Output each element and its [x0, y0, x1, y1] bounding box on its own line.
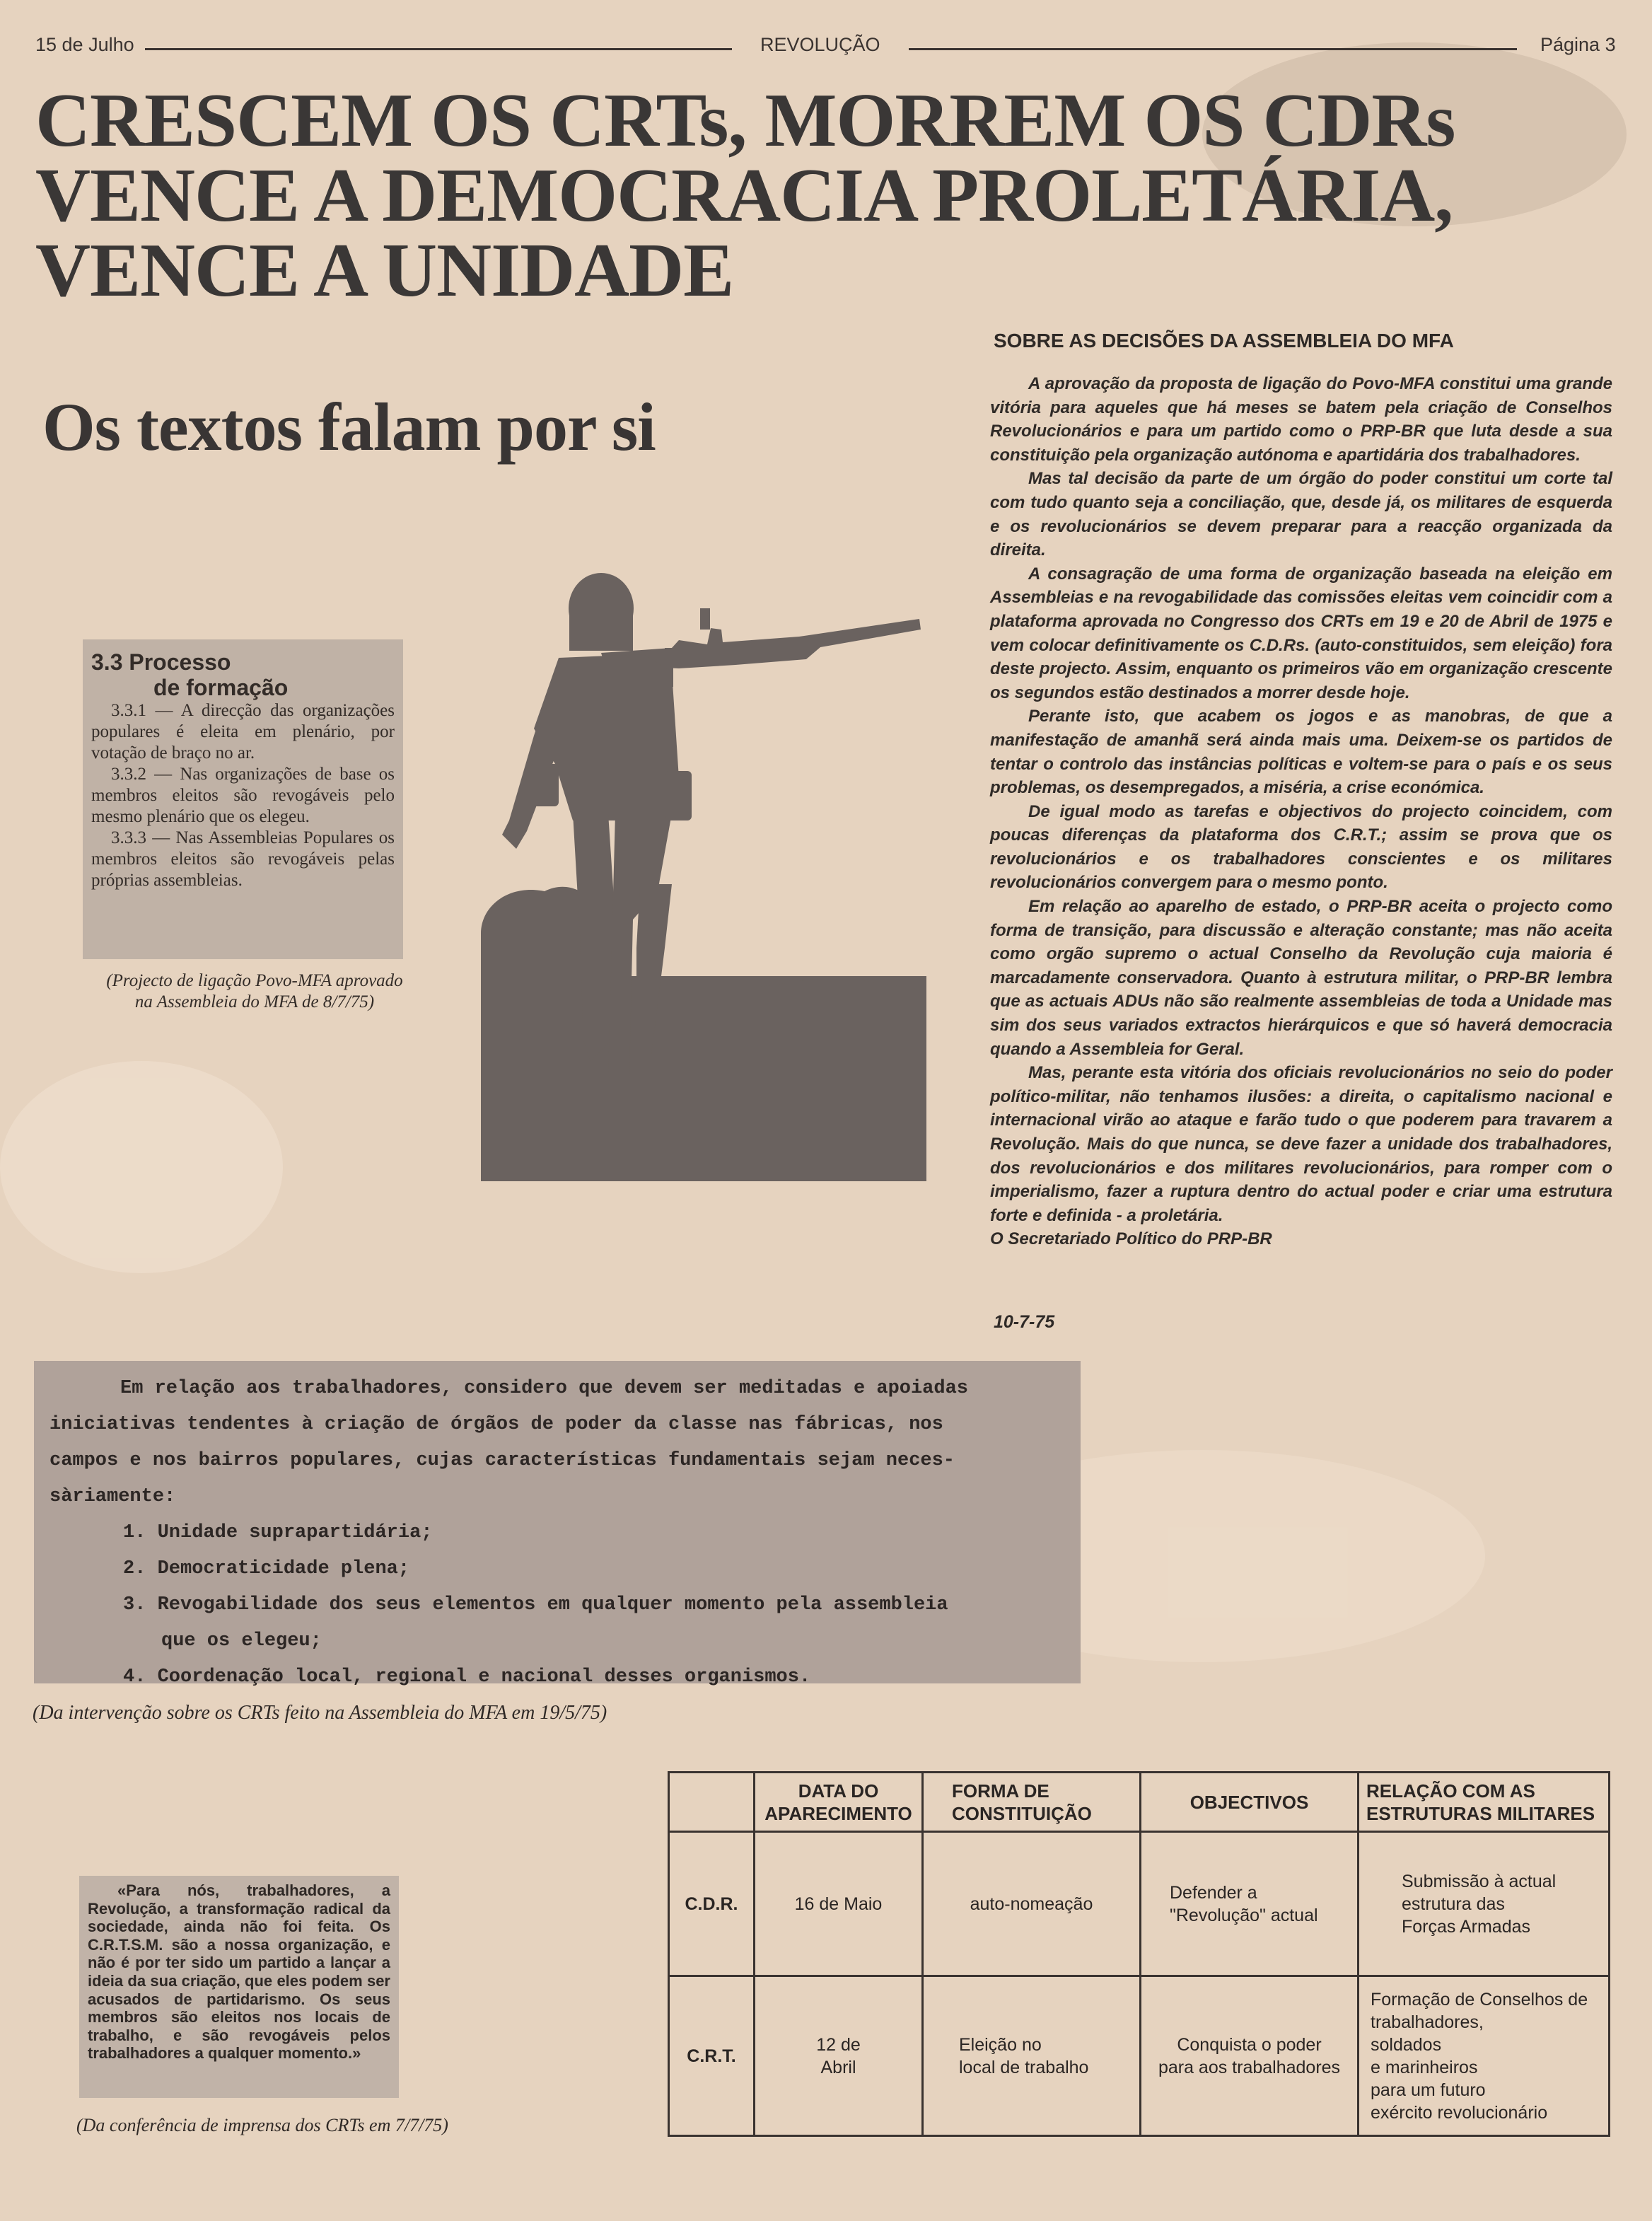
article-date: 10-7-75: [994, 1312, 1055, 1332]
crt-relation-line-6: exército revolucionário: [1371, 2102, 1548, 2123]
headline-line-3: VENCE A UNIDADE: [35, 228, 734, 313]
section-33-paragraph-1: 3.3.1 — A direcção das organizações populares é eleita em plenário, por votação de braço no ar.: [91, 701, 395, 762]
section-33-caption: [71, 970, 438, 1013]
article-title: SOBRE AS DECISÕES DA ASSEMBLEIA DO MFA: [994, 330, 1454, 352]
section-33-box: [83, 639, 403, 959]
crt-date-line-1: 12 de: [816, 2034, 861, 2055]
cdr-objectives: [1141, 1832, 1359, 1976]
cdr-relation-line-1: Submissão à actual: [1402, 1871, 1557, 1891]
cdr-date: 16 de Maio: [755, 1832, 923, 1976]
cdr-form: auto-nomeação: [923, 1832, 1141, 1976]
crt-quote-caption: (Da conferência de imprensa dos CRTs em 7/7/75): [76, 2115, 448, 2135]
crt-relation: [1359, 1976, 1610, 2136]
table-header-row: [669, 1773, 1610, 1832]
quote-line-1: Em relação aos trabalhadores, considero que devem ser meditadas e apoiadas: [120, 1378, 968, 1399]
section-33-title: 3.3 Processo: [91, 649, 231, 675]
table-header-empty: [669, 1773, 755, 1832]
quote-line-4: sàriamente:: [50, 1486, 176, 1507]
crt-objectives-line-2: para aos trabalhadores: [1158, 2057, 1341, 2077]
article-paragraph-1: A aprovação da proposta de ligação do Povo-MFA constitui uma grande vitória para aqueles que há meses se batem pela criação de Conselhos Revolucionários e para um partido como o PRP-BR que luta desde a sua constituição pela organização autónoma e apartidária dos trabalhadores.: [990, 374, 1612, 465]
section-33-caption-line-1: (Projecto de ligação Povo-MFA aprovado: [106, 971, 403, 990]
main-headline: [35, 79, 1520, 313]
comparison-table: [668, 1771, 1610, 2137]
soldier-photo: [467, 552, 933, 1181]
quote-line-3: campos e nos bairros populares, cujas características fundamentais sejam neces-: [50, 1450, 955, 1471]
cdr-relation: [1359, 1832, 1610, 1976]
table-row-cdr: [669, 1832, 1610, 1976]
article-paragraph-5: De igual modo as tarefas e objectivos do projecto coincidem, com poucas diferenças da plataforma dos C.R.T.; assim se prova que os revolucionários e os trabalhadores conscientes e os militares revolucionários convergem para o mesmo ponto.: [990, 801, 1612, 893]
section-33-subtitle: de formação: [153, 675, 289, 700]
cdr-objectives-line-2: "Revolução" actual: [1170, 1905, 1318, 1925]
header-relation-line-1: RELAÇÃO COM AS: [1366, 1780, 1535, 1802]
cdr-relation-line-3: Forças Armadas: [1402, 1916, 1531, 1937]
crt-relation-line-1: Formação de Conselhos de: [1371, 1989, 1588, 2010]
crt-label: C.R.T.: [669, 1976, 755, 2136]
header-relation-line-2: ESTRUTURAS MILITARES: [1366, 1802, 1595, 1824]
header-date: 15 de Julho: [35, 34, 134, 55]
crt-objectives-line-1: Conquista o poder: [1177, 2034, 1322, 2055]
soldier-silhouette: [481, 573, 926, 1181]
header-date-line-1: DATA DO: [798, 1780, 879, 1802]
quote-item-1: 1. Unidade suprapartidária;: [123, 1522, 433, 1543]
quote-item-3: 3. Revogabilidade dos seus elementos em qualquer momento pela assembleia: [123, 1594, 948, 1616]
quote-item-3-continuation: que os elegeu;: [161, 1630, 322, 1652]
cdr-label: C.D.R.: [669, 1832, 755, 1976]
article-paragraph-7: Mas, perante esta vitória dos oficiais revolucionários no seio do poder político-militar, não tenhamos ilusões: a direita, o capitalismo nacional e internacional virão ao ataque e farão tudo o que poderem para travarem a Revolução. Mais do que nunca, se deve fazer a unidade dos trabalhadores, dos revolucionários e dos militares revolucionários, para romper com o imperialismo, fazer a ruptura dentro do actual poder e criar uma estrutura forte e definida - a proletária.: [990, 1063, 1612, 1225]
section-33-caption-line-2: na Assembleia do MFA de 8/7/75): [134, 992, 375, 1011]
table-header-objectives: OBJECTIVOS: [1141, 1773, 1359, 1832]
quote-item-4: 4. Coordenação local, regional e nacional desses organismos.: [123, 1666, 811, 1688]
article-body: [990, 372, 1612, 1251]
article-paragraph-6: Em relação ao aparelho de estado, o PRP-BR aceita o projecto como forma de transição, para discussão e alteração constante; mas não aceita como orgão supremo o actual Conselho da Revolução cuja maioria é marcadamente conservadora. Quanto à estrutura militar, o PRP-BR lembra que as actuais ADUs não são realmente assembleias de toda a Unidade mas sim dos seus variados extractos hierárquicos e que só haverá democracia quando a Assembleia for Geral.: [990, 897, 1612, 1059]
typewriter-quote-box: [34, 1361, 1081, 1688]
cdr-relation-line-2: estrutura das: [1402, 1894, 1505, 1914]
crt-relation-line-4: e marinheiros: [1371, 2057, 1478, 2077]
crt-relation-line-5: para um futuro: [1371, 2080, 1486, 2100]
header-form-line-2: CONSTITUIÇÃO: [952, 1802, 1092, 1824]
header-date-line-2: APARECIMENTO: [764, 1802, 912, 1824]
section-33-paragraph-3: 3.3.3 — Nas Assembleias Populares os membros eleitos são revogáveis pelas próprias assembleias.: [91, 828, 395, 890]
table-header-date: [755, 1773, 923, 1832]
headline-line-1: CRESCEM OS CRTs, MORREM OS CDRs: [35, 79, 1455, 163]
article-paragraph-3: A consagração de uma forma de organização baseada na eleição em Assembleias e na revogabilidade das comissões eleitas vem coincidir com a plataforma aprovada no Congresso dos CRTs em 19 e 20 de Abril de 1975 e vem colocar definitivamente os C.D.Rs. (auto-constituidos, sem eleição) fora deste projecto. Assim, enquanto os primeiros vão em organização crescente os segundos estão destinados a morrer desde hoje.: [990, 564, 1612, 702]
crt-quote-box: [79, 1876, 399, 2098]
header-form-line-1: FORMA DE: [952, 1780, 1049, 1802]
crt-objectives: [1141, 1976, 1359, 2136]
article-signature: O Secretariado Político do PRP-BR: [990, 1229, 1272, 1249]
crt-relation-line-3: soldados: [1371, 2034, 1442, 2055]
section-33-paragraph-2: 3.3.2 — Nas organizações de base os membros eleitos são revogáveis pelo mesmo plenário que os elegeu.: [91, 765, 395, 826]
crt-date-line-2: Abril: [820, 2057, 856, 2077]
table-header-relation: [1359, 1773, 1610, 1832]
header-rule-right: [909, 48, 1517, 50]
quote-item-2: 2. Democraticidade plena;: [123, 1558, 410, 1579]
headline-line-2: VENCE A DEMOCRACIA PROLETÁRIA,: [35, 153, 1453, 238]
cdr-objectives-line-1: Defender a: [1170, 1882, 1257, 1903]
crt-date: [755, 1976, 923, 2136]
subheadline: Os textos falam por si: [42, 389, 656, 465]
article-paragraph-2: Mas tal decisão da parte de um órgão do poder constitui um corte tal com tudo quanto seja a conciliação, que, desde já, os militares de esquerda e os revolucionários se devem preparar para a reacção organizada da direita.: [990, 469, 1612, 560]
typewriter-quote-caption: (Da intervenção sobre os CRTs feito na Assembleia do MFA em 19/5/75): [33, 1702, 607, 1724]
crt-quote-text: «Para nós, trabalhadores, a Revolução, a transformação radical da sociedade, ainda não foi feita. Os C.R.T.S.M. são a nossa organização, e não é por ter sido um partido a lançar a ideia da sua criação, que eles podem ser acusados de partidarismo. Os seus membros são eleitos nos locais de trabalho, e são revogáveis pelos trabalhadores a qualquer momento.»: [88, 1881, 390, 2063]
header-rule-left: [145, 48, 732, 50]
header-page-number: Página 3: [1540, 34, 1616, 55]
crt-form-line-2: local de trabalho: [959, 2057, 1089, 2077]
crt-form: [923, 1976, 1141, 2136]
crt-form-line-1: Eleição no: [959, 2034, 1042, 2055]
article-paragraph-4: Perante isto, que acabem os jogos e as manobras, de que a manifestação de amanhã será ainda mais uma. Deixem-se os partidos de tentar o controlo das instâncias políticas e voltem-se para o país e os seus problemas, os desempregados, a miséria, a crise económica.: [990, 707, 1612, 798]
crt-relation-line-2: trabalhadores,: [1371, 2012, 1484, 2032]
header-paper-name: REVOLUÇÃO: [760, 34, 880, 55]
table-row-crt: [669, 1976, 1610, 2136]
table-header-form: [923, 1773, 1141, 1832]
quote-line-2: iniciativas tendentes à criação de órgãos de poder da classe nas fábricas, nos: [50, 1414, 943, 1435]
